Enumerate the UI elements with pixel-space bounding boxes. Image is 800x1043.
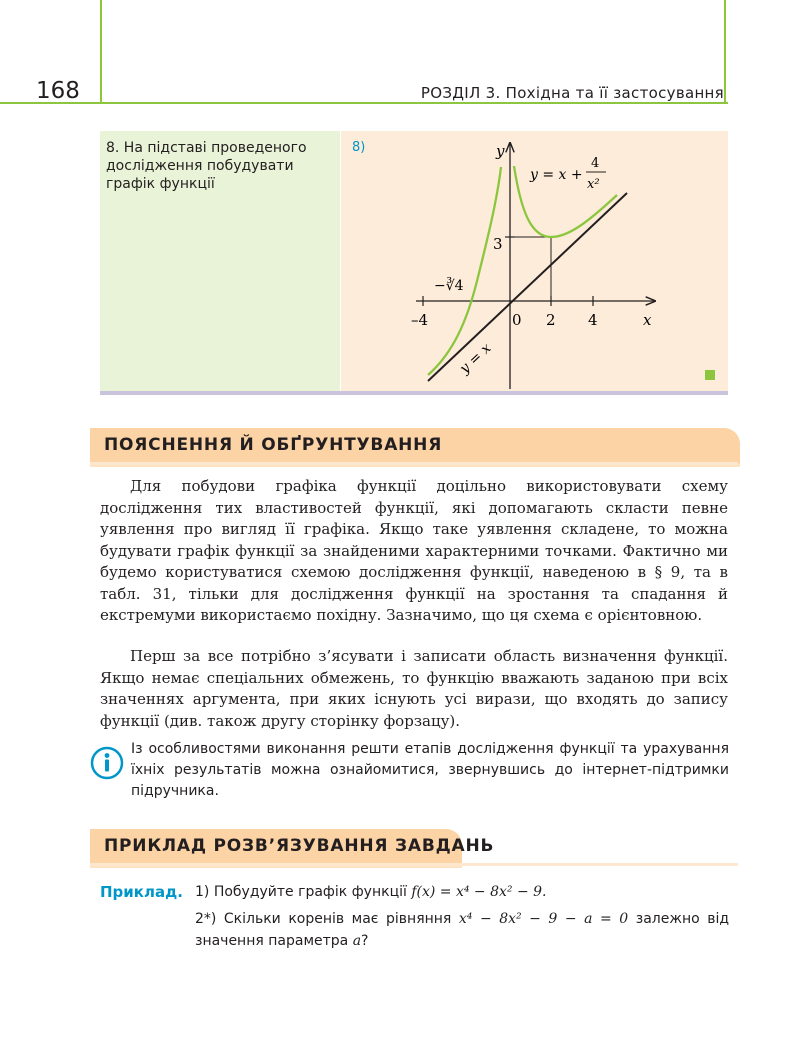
- section-stripe-2: [90, 863, 738, 866]
- step-cell: [100, 131, 340, 391]
- task-2-param: a: [352, 933, 362, 949]
- task-2-prefix: 2*) Скільки коренів має рівняння: [195, 911, 452, 927]
- tick-label-2: 2: [546, 311, 556, 329]
- function-label: y = x +: [530, 167, 583, 183]
- header-rule: [0, 102, 728, 104]
- case-label: 8): [352, 140, 366, 155]
- running-header: РОЗДІЛ 3. Похідна та її застосування: [420, 84, 724, 102]
- task-1-formula: f(x) = x⁴ − 8x² − 9.: [411, 884, 547, 900]
- task-2: [195, 908, 729, 952]
- line-label: y = x: [456, 340, 495, 377]
- info-icon: [90, 746, 124, 780]
- tick-label-neg4: –4: [411, 311, 429, 329]
- paragraph-2: [100, 646, 728, 732]
- x-axis-label: x: [643, 311, 652, 329]
- tick-label-y3: 3: [493, 235, 503, 253]
- example-label: Приклад.: [100, 883, 183, 901]
- paragraph-1-text: Для побудови графіка функції доцільно використовувати схему дослідження тих властивостей функції, які допомагають скласти певне уявлення про вигляд її графіка. Якщо таке уявлення складене, то можна будувати графік функції за знайденими характерними точками. Фактично ми будемо користуватися схемою дослідження функції, наведеною в § 9, та в табл. 31, тільки для дослідження функції на зростання та спадання й екстремуми використаємо похідну. Зазначимо, що ця схема є орієнтовною.: [100, 477, 728, 624]
- cube-root-label: −∛4: [434, 278, 464, 294]
- end-marker: [705, 370, 715, 380]
- page-number: 168: [36, 78, 80, 104]
- paragraph-1: [100, 476, 728, 627]
- table-divider: [100, 391, 728, 395]
- task-1: [195, 884, 547, 900]
- curve-left-branch: [428, 167, 501, 375]
- fraction-numerator: 4: [591, 156, 600, 171]
- y-axis-label: y: [496, 142, 505, 160]
- tick-label-4: 4: [588, 311, 598, 329]
- section-stripe: [90, 462, 738, 465]
- task-2-end: ?: [361, 933, 369, 949]
- origin-label: 0: [512, 311, 522, 329]
- section-title-explanation: ПОЯСНЕННЯ Й ОБҐРУНТУВАННЯ: [104, 435, 443, 455]
- task-2-suffix: залежно від значення параметра: [195, 911, 730, 949]
- fraction-denominator: x²: [587, 177, 600, 192]
- function-graph: [341, 131, 728, 391]
- section-title-example: ПРИКЛАД РОЗВ’ЯЗУВАННЯ ЗАВДАНЬ: [104, 836, 495, 856]
- header-rule-left: [100, 0, 102, 104]
- task-1-text: 1) Побудуйте графік функції: [195, 884, 407, 900]
- paragraph-2-text: Перш за все потрібно з’ясувати і записати область визначення функції. Якщо немає спеціальних обмежень, то функцію вважають заданою при всіх значеннях аргумента, при яких існують усі вирази, що входять до запису функції (див. також другу сторінку форзацу).: [100, 647, 728, 730]
- task-2-formula: x⁴ − 8x² − 9 − a = 0: [458, 911, 629, 927]
- info-note: Із особливостями виконання решти етапів дослідження функції та урахування їхніх результатів можна ознайомитися, звернувшись до інтернет-підтримки підручника.: [131, 741, 729, 799]
- header-rule-right: [724, 0, 726, 104]
- step-text: 8. На підставі проведеного дослідження побудувати графік функції: [106, 140, 307, 192]
